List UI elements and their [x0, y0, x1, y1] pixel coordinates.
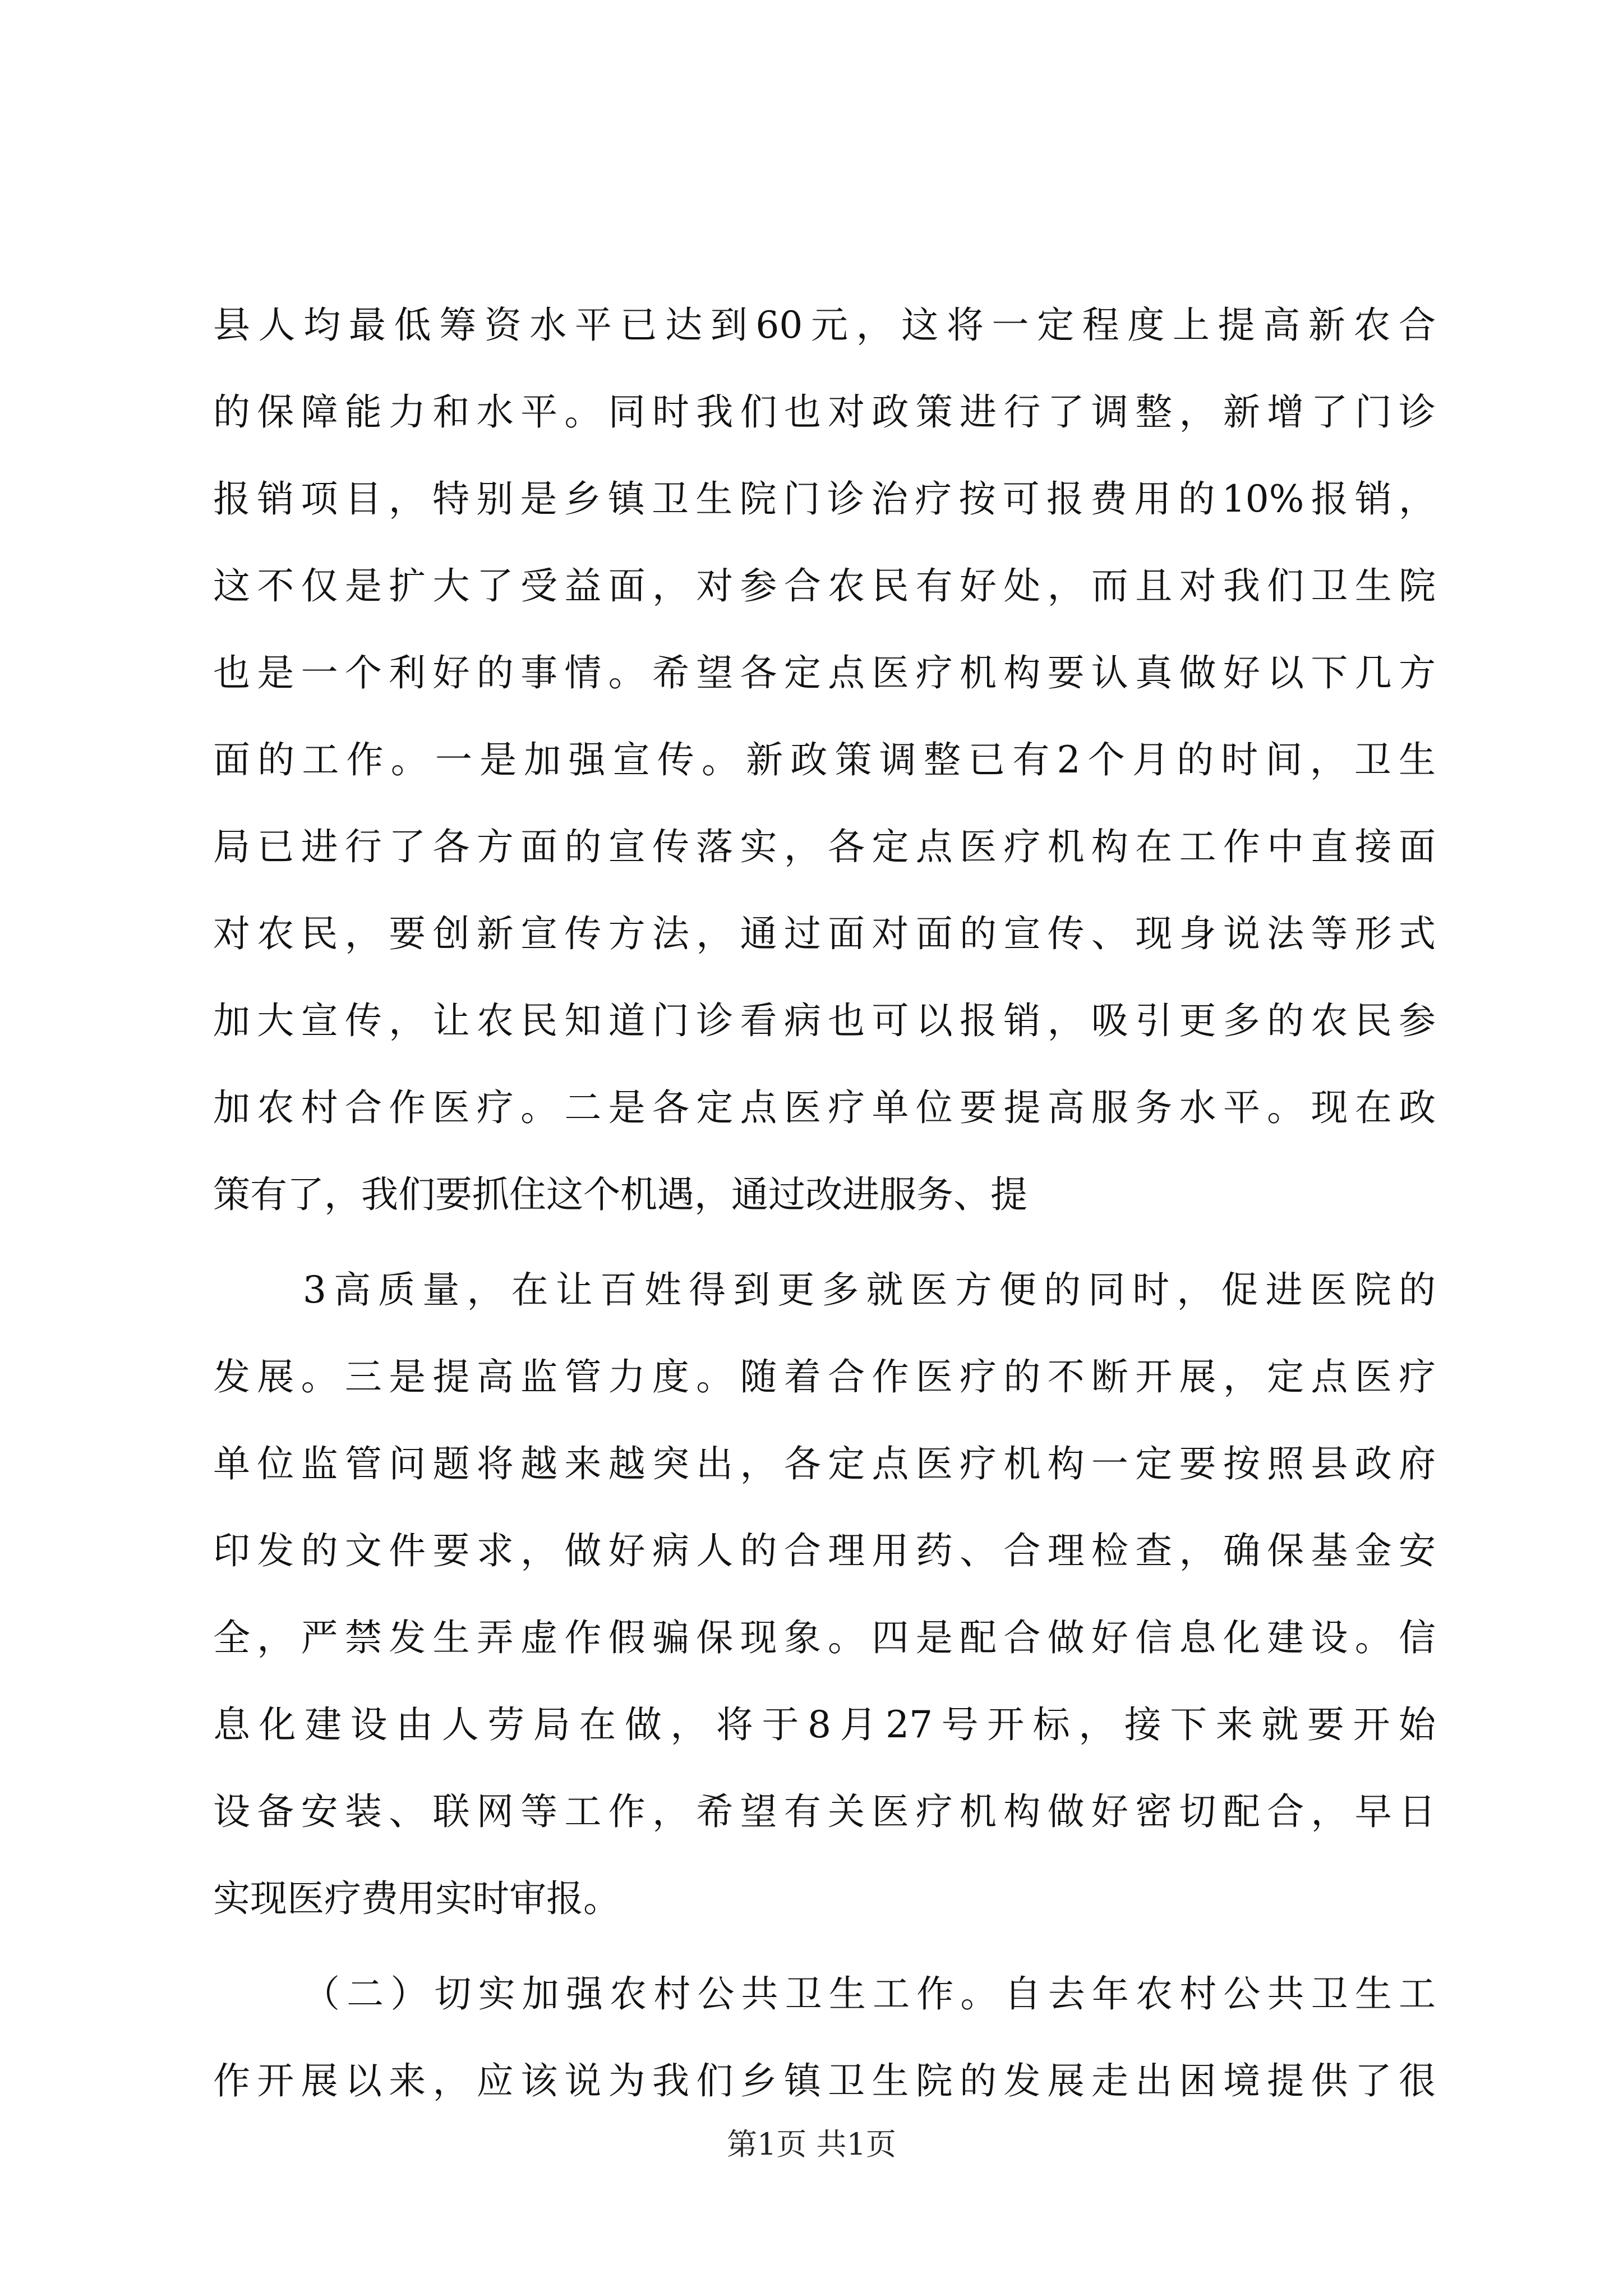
- text-line: 印发的文件要求，做好病人的合理用药、合理检查，确保基金安: [213, 1529, 1436, 1572]
- text-line: 作开展以来，应该说为我们乡镇卫生院的发展走出困境提供了很: [213, 2059, 1436, 2102]
- text-line: 加农村合作医疗。二是各定点医疗单位要提高服务水平。现在政: [213, 1086, 1436, 1129]
- text-line: 县人均最低筹资水平已达到60元，这将一定程度上提高新农合: [213, 303, 1436, 347]
- text-line: （二）切实加强农村公共卫生工作。自去年农村公共卫生工: [303, 1972, 1436, 2016]
- text-line: 实现医疗费用实时审报。: [213, 1877, 620, 1920]
- text-line: 对农民，要创新宣传方法，通过面对面的宣传、现身说法等形式: [213, 912, 1436, 955]
- text-line: 面的工作。一是加强宣传。新政策调整已有2个月的时间，卫生: [213, 738, 1436, 781]
- text-line: 的保障能力和水平。同时我们也对政策进行了调整，新增了门诊: [213, 390, 1436, 434]
- text-line: 局已进行了各方面的宣传落实，各定点医疗机构在工作中直接面: [213, 825, 1436, 868]
- text-line: 这不仅是扩大了受益面，对参合农民有好处，而且对我们卫生院: [213, 564, 1436, 608]
- text-line: 息化建设由人劳局在做，将于8月27号开标，接下来就要开始: [213, 1703, 1436, 1746]
- text-line: 设备安装、联网等工作，希望有关医疗机构做好密切配合，早日: [213, 1790, 1436, 1833]
- text-line: 报销项目，特别是乡镇卫生院门诊治疗按可报费用的10%报销，: [213, 477, 1436, 521]
- text-line: 发展。三是提高监管力度。随着合作医疗的不断开展，定点医疗: [213, 1355, 1436, 1398]
- text-line: 全，严禁发生弄虚作假骗保现象。四是配合做好信息化建设。信: [213, 1616, 1436, 1659]
- text-line: 策有了，我们要抓住这个机遇，通过改进服务、提: [213, 1173, 1027, 1216]
- text-line: 加大宣传，让农民知道门诊看病也可以报销，吸引更多的农民参: [213, 999, 1436, 1042]
- text-line: 单位监管问题将越来越突出，各定点医疗机构一定要按照县政府: [213, 1442, 1436, 1485]
- page-footer: 第1页 共1页: [727, 2127, 896, 2162]
- text-line: 3高质量，在让百姓得到更多就医方便的同时，促进医院的: [303, 1268, 1436, 1312]
- text-line: 也是一个利好的事情。希望各定点医疗机构要认真做好以下几方: [213, 651, 1436, 694]
